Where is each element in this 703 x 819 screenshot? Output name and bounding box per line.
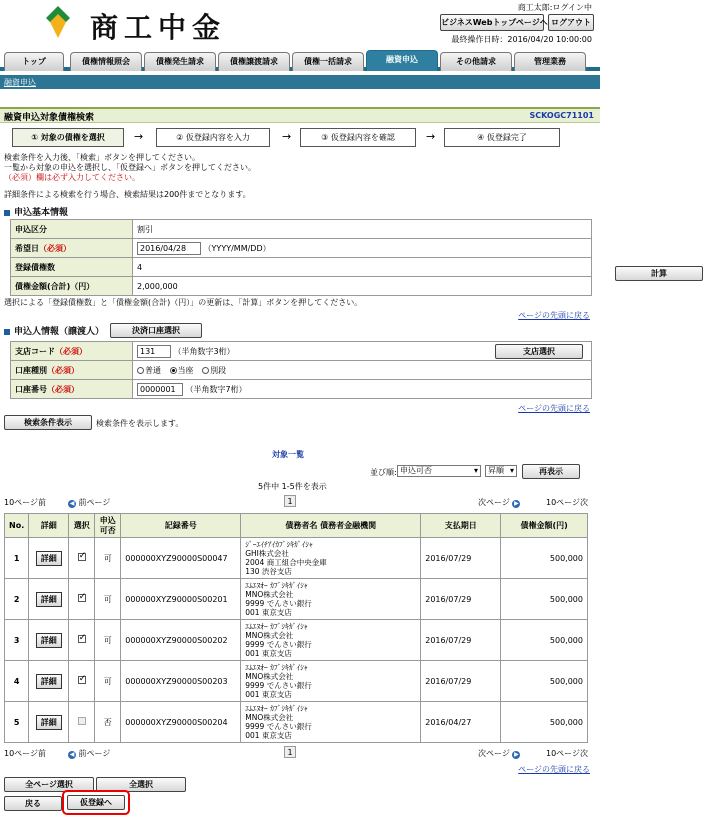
row-checkbox[interactable]	[78, 717, 86, 725]
row-status: 可	[95, 538, 121, 579]
label-desired-date	[11, 239, 133, 258]
debtor-line: MNO株式会社	[245, 631, 294, 640]
required-mark: （必須）	[39, 243, 71, 253]
row-due-date: 2016/07/29	[421, 579, 501, 620]
screen-id: SCKOGC71101	[529, 111, 594, 120]
label-total-amount: 債権金額(合計)（円）	[11, 277, 133, 296]
row-status: 可	[95, 661, 121, 702]
basic-info-table	[10, 219, 667, 296]
provisional-register-button[interactable]: 仮登録へ	[67, 795, 125, 810]
basic-info-heading-text: 申込基本情報	[14, 208, 69, 218]
row-record-number: 000000XYZ90000S00201	[121, 579, 241, 620]
claim-count-text: 4	[137, 262, 143, 272]
tab-other-requests[interactable]: その他請求	[440, 52, 512, 71]
step-3: ③ 仮登録内容を確認	[300, 128, 416, 147]
arrow-right-icon: →	[426, 130, 436, 143]
branch-select-button[interactable]: 支店選択	[495, 344, 583, 359]
row-due-date: 2016/07/29	[421, 620, 501, 661]
arrow-right-icon: →	[134, 130, 144, 143]
row-no: 5	[5, 702, 29, 743]
last-operation: 最終操作日時：2016/04/20 10:00:00	[451, 35, 592, 44]
account-select-button[interactable]: 決済口座選択	[110, 323, 202, 338]
col-select: 選択	[69, 514, 95, 538]
arrow-left-icon: ◀	[69, 751, 75, 758]
main-tabs	[0, 44, 600, 71]
prev-page-label: 前ページ	[78, 498, 111, 507]
show-search-conditions-button[interactable]: 検索条件表示	[4, 415, 92, 430]
next-page-label: 次ページ	[478, 749, 510, 758]
instruction-line: 一覧から対象の申込を選択し、「仮登録へ」ボタンを押してください。	[4, 163, 256, 172]
page-title: 融資申込対象債権検索	[4, 113, 95, 123]
col-due-date: 支払期日	[421, 514, 501, 538]
arrow-right-icon: →	[282, 130, 292, 143]
col-no: No.	[5, 514, 29, 538]
debtor-line: MNO株式会社	[245, 672, 294, 681]
radio-current[interactable]	[170, 367, 177, 374]
debtor-line: 130 渋谷支店	[245, 567, 292, 576]
back-button[interactable]: 戻る	[4, 796, 62, 811]
page-number[interactable]: 1	[284, 495, 296, 507]
row-debtor	[241, 538, 421, 579]
select-cell	[69, 538, 95, 579]
row-debtor	[241, 579, 421, 620]
basic-info-heading	[4, 205, 68, 218]
debtor-line: MNO株式会社	[245, 713, 294, 722]
breadcrumb[interactable]: 融資申込	[4, 78, 36, 87]
branch-code-input[interactable]	[137, 345, 171, 358]
account-number-cell	[133, 380, 592, 399]
label-branch-code	[11, 342, 133, 361]
calc-note: 選択による「登録債権数」と「債権金額(合計)（円）」の更新は、「計算」ボタンを押してください。	[4, 298, 363, 307]
claims-table	[4, 513, 588, 743]
label-desired-date-text: 希望日	[15, 243, 39, 253]
row-record-number: 000000XYZ90000S00204	[121, 702, 241, 743]
radio-special[interactable]	[202, 367, 209, 374]
tab-top[interactable]: トップ	[4, 52, 64, 71]
value-application-type: 割引	[133, 220, 592, 239]
sort-order-value: 昇順	[488, 466, 504, 475]
debtor-line: 001 東京支店	[245, 608, 292, 617]
label-claim-count: 登録債権数	[11, 258, 133, 277]
applicant-heading	[4, 324, 104, 337]
account-number-input[interactable]	[137, 383, 183, 396]
debtor-line: 001 東京支店	[245, 649, 292, 658]
debtor-line: 9999 でんさい銀行	[245, 722, 312, 731]
select-cell	[69, 661, 95, 702]
tab-claim-issue[interactable]: 債権発生請求	[144, 52, 216, 71]
page-top-link[interactable]: ページの先頭に戻る	[518, 765, 590, 774]
debtor-line: ｴﾑｴﾇｵｰ ｶﾌﾞｼｷｶﾞｲｼｬ	[245, 663, 308, 672]
next-page	[478, 497, 520, 508]
square-bullet-icon	[4, 329, 10, 335]
square-bullet-icon	[4, 210, 10, 216]
search-toggle-text: 検索条件を表示します。	[96, 419, 184, 428]
detail-button[interactable]: 詳細	[36, 592, 62, 607]
business-top-button[interactable]: ビジネスWebトップページへ	[440, 14, 544, 31]
row-checkbox[interactable]	[78, 553, 86, 561]
detail-cell	[29, 620, 69, 661]
arrow-right-icon: ▶	[514, 751, 519, 758]
select-page-button[interactable]: 全ページ選択	[4, 777, 94, 792]
sort-label: 並び順:	[370, 468, 397, 477]
value-total-amount: 2,000,000	[133, 277, 592, 296]
row-checkbox[interactable]	[78, 594, 86, 602]
desired-date-cell	[133, 239, 592, 258]
page-top-link[interactable]: ページの先頭に戻る	[518, 311, 590, 320]
detail-button[interactable]: 詳細	[36, 715, 62, 730]
arrow-right-icon: ▶	[514, 500, 519, 507]
step-2: ② 仮登録内容を入力	[156, 128, 270, 147]
detail-cell	[29, 538, 69, 579]
tab-loan-application[interactable]: 融資申込	[366, 50, 438, 71]
debtor-line: ｴﾑｴﾇｵｰ ｶﾌﾞｼｷｶﾞｲｼｬ	[245, 622, 308, 631]
row-checkbox[interactable]	[78, 635, 86, 643]
next-10-pages: 10ページ次	[546, 749, 589, 758]
debtor-line: 001 東京支店	[245, 690, 292, 699]
prev-page	[68, 748, 110, 759]
redisplay-button[interactable]: 再表示	[522, 464, 580, 479]
row-no: 1	[5, 538, 29, 579]
sort-order-select[interactable]	[485, 465, 517, 477]
next-page-label: 次ページ	[478, 498, 510, 507]
prev-10-pages: 10ページ前	[4, 498, 47, 507]
arrow-left-icon: ◀	[69, 500, 75, 507]
page-number[interactable]: 1	[284, 746, 296, 758]
sort-field-select[interactable]	[397, 465, 481, 477]
label-account-type	[11, 361, 133, 380]
row-due-date: 2016/04/27	[421, 702, 501, 743]
row-amount: 500,000	[501, 620, 588, 661]
row-status: 否	[95, 702, 121, 743]
table-row	[5, 702, 588, 743]
row-no: 3	[5, 620, 29, 661]
row-debtor	[241, 620, 421, 661]
debtor-line: 2004 商工組合中央金庫	[245, 558, 327, 567]
tab-bulk-request[interactable]: 債権一括請求	[292, 52, 364, 71]
debtor-line: 9999 でんさい銀行	[245, 681, 312, 690]
debtor-line: ｴﾑｴﾇｵｰ ｶﾌﾞｼｷｶﾞｲｼｬ	[245, 581, 308, 590]
calculate-button[interactable]: 計算	[615, 266, 703, 281]
desired-date-input[interactable]	[137, 242, 201, 255]
row-no: 4	[5, 661, 29, 702]
date-format-hint: （YYYY/MM/DD）	[203, 243, 271, 253]
row-checkbox[interactable]	[78, 676, 86, 684]
chevron-down-icon: ▾	[509, 466, 514, 475]
table-row	[5, 538, 588, 579]
label-application-type: 申込区分	[11, 220, 133, 239]
next-page	[478, 748, 520, 759]
select-all-button[interactable]: 全選択	[96, 777, 186, 792]
col-record-number: 記録番号	[121, 514, 241, 538]
row-status: 可	[95, 620, 121, 661]
row-status: 可	[95, 579, 121, 620]
header	[0, 0, 600, 44]
row-no: 2	[5, 579, 29, 620]
select-cell	[69, 620, 95, 661]
next-10-pages: 10ページ次	[546, 498, 589, 507]
row-record-number: 000000XYZ90000S00202	[121, 620, 241, 661]
debtor-line: ｼﾞｰｴｲﾁｱｲｶﾌﾞｼｷｶﾞｲｼｬ	[245, 540, 313, 549]
debtor-line: 001 東京支店	[245, 731, 292, 740]
row-amount: 500,000	[501, 702, 588, 743]
row-amount: 500,000	[501, 579, 588, 620]
breadcrumb-bar	[0, 75, 600, 89]
row-debtor	[241, 661, 421, 702]
value-claim-count	[133, 258, 667, 278]
account-type-cell	[133, 361, 592, 380]
col-status: 申込可否	[95, 514, 121, 538]
account-type-label-text: 口座種別	[15, 365, 47, 375]
radio-ordinary[interactable]	[137, 367, 144, 374]
row-due-date: 2016/07/29	[421, 661, 501, 702]
required-mark: （必須）	[47, 384, 79, 394]
detail-cell	[29, 579, 69, 620]
tab-claim-transfer[interactable]: 債権譲渡請求	[218, 52, 290, 71]
detail-button[interactable]: 詳細	[36, 674, 62, 689]
list-heading: 対象一覧	[272, 450, 304, 459]
row-record-number: 000000XYZ90000S00047	[121, 538, 241, 579]
debtor-line: ｴﾑｴﾇｵｰ ｶﾌﾞｼｷｶﾞｲｼｬ	[245, 704, 308, 713]
table-row	[5, 620, 588, 661]
row-amount: 500,000	[501, 538, 588, 579]
row-debtor	[241, 702, 421, 743]
detail-button[interactable]: 詳細	[36, 551, 62, 566]
logout-button[interactable]: ログアウト	[548, 14, 594, 31]
step-4: ④ 仮登録完了	[444, 128, 560, 147]
debtor-line: GHI株式会社	[245, 549, 289, 558]
row-record-number: 000000XYZ90000S00203	[121, 661, 241, 702]
result-count: 5件中 1-5件を表示	[258, 482, 327, 491]
radio-current-label: 当座	[177, 365, 194, 375]
row-due-date: 2016/07/29	[421, 538, 501, 579]
account-number-label-text: 口座番号	[15, 384, 47, 394]
required-mark: （必須）	[47, 365, 79, 375]
row-amount: 500,000	[501, 661, 588, 702]
logo-mark-icon	[40, 4, 76, 40]
table-row	[5, 661, 588, 702]
prev-page	[68, 497, 110, 508]
required-mark: （必須）	[55, 346, 87, 356]
branch-code-hint: （半角数字3桁）	[173, 346, 235, 356]
prev-page-label: 前ページ	[78, 749, 111, 758]
branch-code-label-text: 支店コード	[15, 346, 55, 356]
table-row	[5, 579, 588, 620]
col-detail: 詳細	[29, 514, 69, 538]
detail-cell	[29, 661, 69, 702]
col-amount: 債権金額(円)	[501, 514, 588, 538]
select-cell	[69, 579, 95, 620]
instruction-line: （必須）欄は必ず入力してください。	[4, 173, 140, 182]
col-debtor: 債務者名 債務者金融機関	[241, 514, 421, 538]
debtor-line: 9999 でんさい銀行	[245, 640, 312, 649]
branch-code-cell	[133, 342, 592, 361]
tab-admin[interactable]: 管理業務	[514, 52, 586, 71]
prev-10-pages: 10ページ前	[4, 749, 47, 758]
page-top-link[interactable]: ページの先頭に戻る	[518, 404, 590, 413]
detail-button[interactable]: 詳細	[36, 633, 62, 648]
table-header-row	[5, 514, 588, 538]
step-1: ① 対象の債権を選択	[12, 128, 124, 147]
instruction-line: 検索条件を入力後、「検索」ボタンを押してください。	[4, 153, 200, 162]
chevron-down-icon: ▾	[473, 466, 478, 475]
radio-ordinary-label: 普通	[145, 365, 161, 375]
detail-cell	[29, 702, 69, 743]
debtor-line: MNO株式会社	[245, 590, 294, 599]
radio-special-label: 別段	[210, 365, 227, 375]
account-number-hint: （半角数字7桁）	[185, 384, 247, 394]
debtor-line: 9999 でんさい銀行	[245, 599, 312, 608]
label-account-number	[11, 380, 133, 399]
select-cell	[69, 702, 95, 743]
sort-field-value: 申込可否	[400, 466, 432, 475]
applicant-table	[10, 341, 592, 399]
tab-claim-inquiry[interactable]: 債権情報照会	[70, 52, 142, 71]
user-name: 商工太郎:ログイン中	[517, 3, 592, 12]
instruction-line: 詳細条件による検索を行う場合、検索結果は200件までとなります。	[4, 190, 251, 199]
logo-text: 商工中金	[90, 11, 227, 44]
applicant-heading-text: 申込人情報（譲渡人）	[14, 327, 105, 337]
